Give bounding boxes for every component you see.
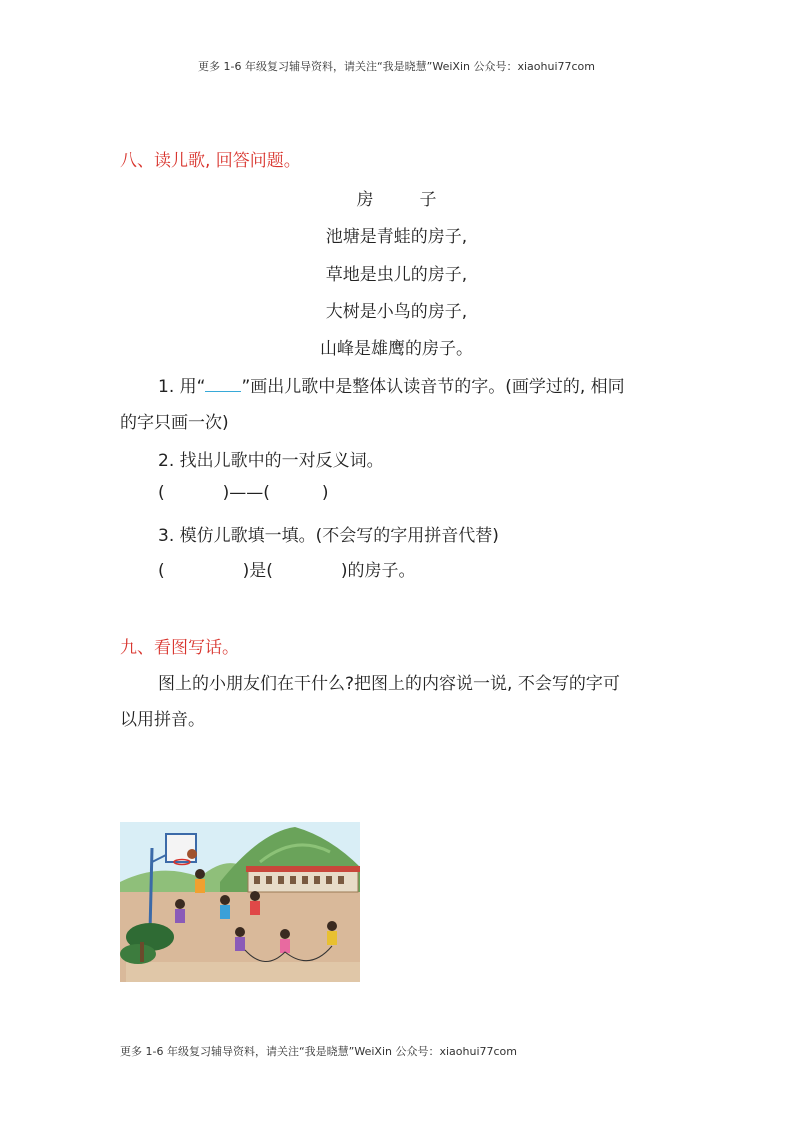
building-roof xyxy=(246,866,360,872)
poem-title-left: 房 xyxy=(356,190,374,210)
underline-sample xyxy=(205,377,241,392)
q2-close-paren: ) xyxy=(321,483,329,503)
section-9-prompt-line-2: 以用拼音。 xyxy=(120,710,205,730)
q3-end: )的房子。 xyxy=(340,561,416,581)
question-2: 2. 找出儿歌中的一对反义词。 xyxy=(158,451,384,471)
q3-middle: )是( xyxy=(242,561,273,581)
poem-line-1: 池塘是青蛙的房子, xyxy=(325,227,468,247)
basketball xyxy=(187,849,197,859)
question-3-answer-blanks xyxy=(158,556,416,581)
section-9-title: 九、看图写话。 xyxy=(120,638,239,658)
question-1-continued: 的字只画一次) xyxy=(120,413,229,433)
children-playing-illustration xyxy=(120,822,360,982)
hoop-pole xyxy=(150,848,152,932)
question-1-suffix: ”画出儿歌中是整体认读音节的字。(画学过的, 相同 xyxy=(241,377,625,397)
question-2-answer-blanks xyxy=(158,483,329,503)
page-header: 更多 1-6 年级复习辅导资料，请关注“我是晓慧”WeiXin 公众号：xiaohui77com xyxy=(198,60,595,73)
poem-line-2: 草地是虫儿的房子, xyxy=(325,265,468,285)
poem-title xyxy=(0,185,793,210)
q2-dash: )——( xyxy=(222,483,270,503)
poem-line-4: 山峰是雄鹰的房子。 xyxy=(320,339,473,359)
section-8-title: 八、读儿歌, 回答问题。 xyxy=(120,151,301,171)
question-1 xyxy=(158,372,625,397)
page-footer: 更多 1-6 年级复习辅导资料，请关注“我是晓慧”WeiXin 公众号：xiaohui77com xyxy=(120,1045,517,1058)
foreground-ground xyxy=(126,962,360,982)
question-3: 3. 模仿儿歌填一填。(不会写的字用拼音代替) xyxy=(158,526,499,546)
poem-line-3: 大树是小鸟的房子, xyxy=(325,302,468,322)
section-9-prompt-line-1: 图上的小朋友们在干什么?把图上的内容说一说, 不会写的字可 xyxy=(158,674,620,694)
q3-open-paren: ( xyxy=(158,561,165,581)
q2-open-paren: ( xyxy=(158,483,165,503)
poem-title-right: 子 xyxy=(419,190,437,210)
question-1-prefix: 1. 用“ xyxy=(158,377,206,397)
